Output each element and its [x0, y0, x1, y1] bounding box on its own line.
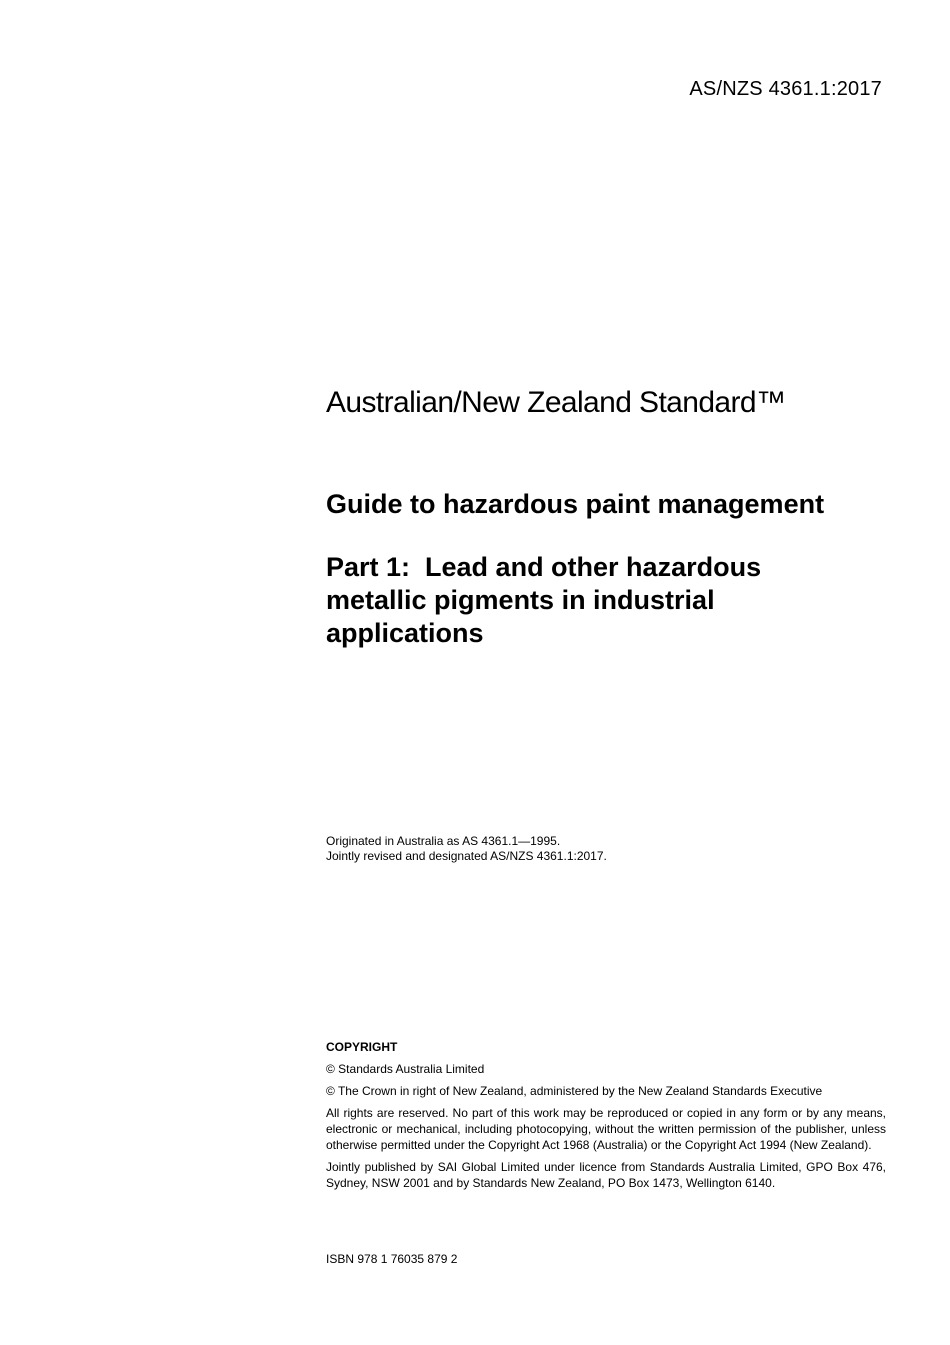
- standard-label: Australian/New Zealand Standard™: [326, 386, 786, 419]
- guide-title: Guide to hazardous paint management: [326, 489, 825, 519]
- origin-note: [326, 834, 886, 864]
- copyright-publisher-paragraph: Jointly published by SAI Global Limited under licence from Standards Australia Limited, GPO Box 476, Sydney, NSW 2001 and by Standards New Zealand, PO Box 1473, Wellington 6140.: [326, 1160, 886, 1190]
- part-title: Part 1: Lead and other hazardous metallic pigments in industrial applications: [326, 552, 762, 648]
- document-number: AS/NZS 4361.1:2017: [689, 78, 882, 100]
- copyright-heading: COPYRIGHT: [326, 1040, 398, 1054]
- copyright-block: [326, 1039, 886, 1197]
- copyright-line-standards-australia: © Standards Australia Limited: [326, 1062, 485, 1076]
- copyright-rights-paragraph: All rights are reserved. No part of this work may be reproduced or copied in any form or by any means, electronic or mechanical, including photocopying, without the written permission of the publisher, unless otherwise permitted under the Copyright Act 1968 (Australia) or the Copyright Act 1994 (New Zealand).: [326, 1106, 886, 1152]
- copyright-line-crown-nz: © The Crown in right of New Zealand, administered by the New Zealand Standards Executive: [326, 1084, 823, 1098]
- isbn: ISBN 978 1 76035 879 2: [326, 1252, 458, 1266]
- origin-line-1: Originated in Australia as AS 4361.1—1995.: [326, 834, 561, 848]
- origin-line-2: Jointly revised and designated AS/NZS 4361.1:2017.: [326, 849, 607, 863]
